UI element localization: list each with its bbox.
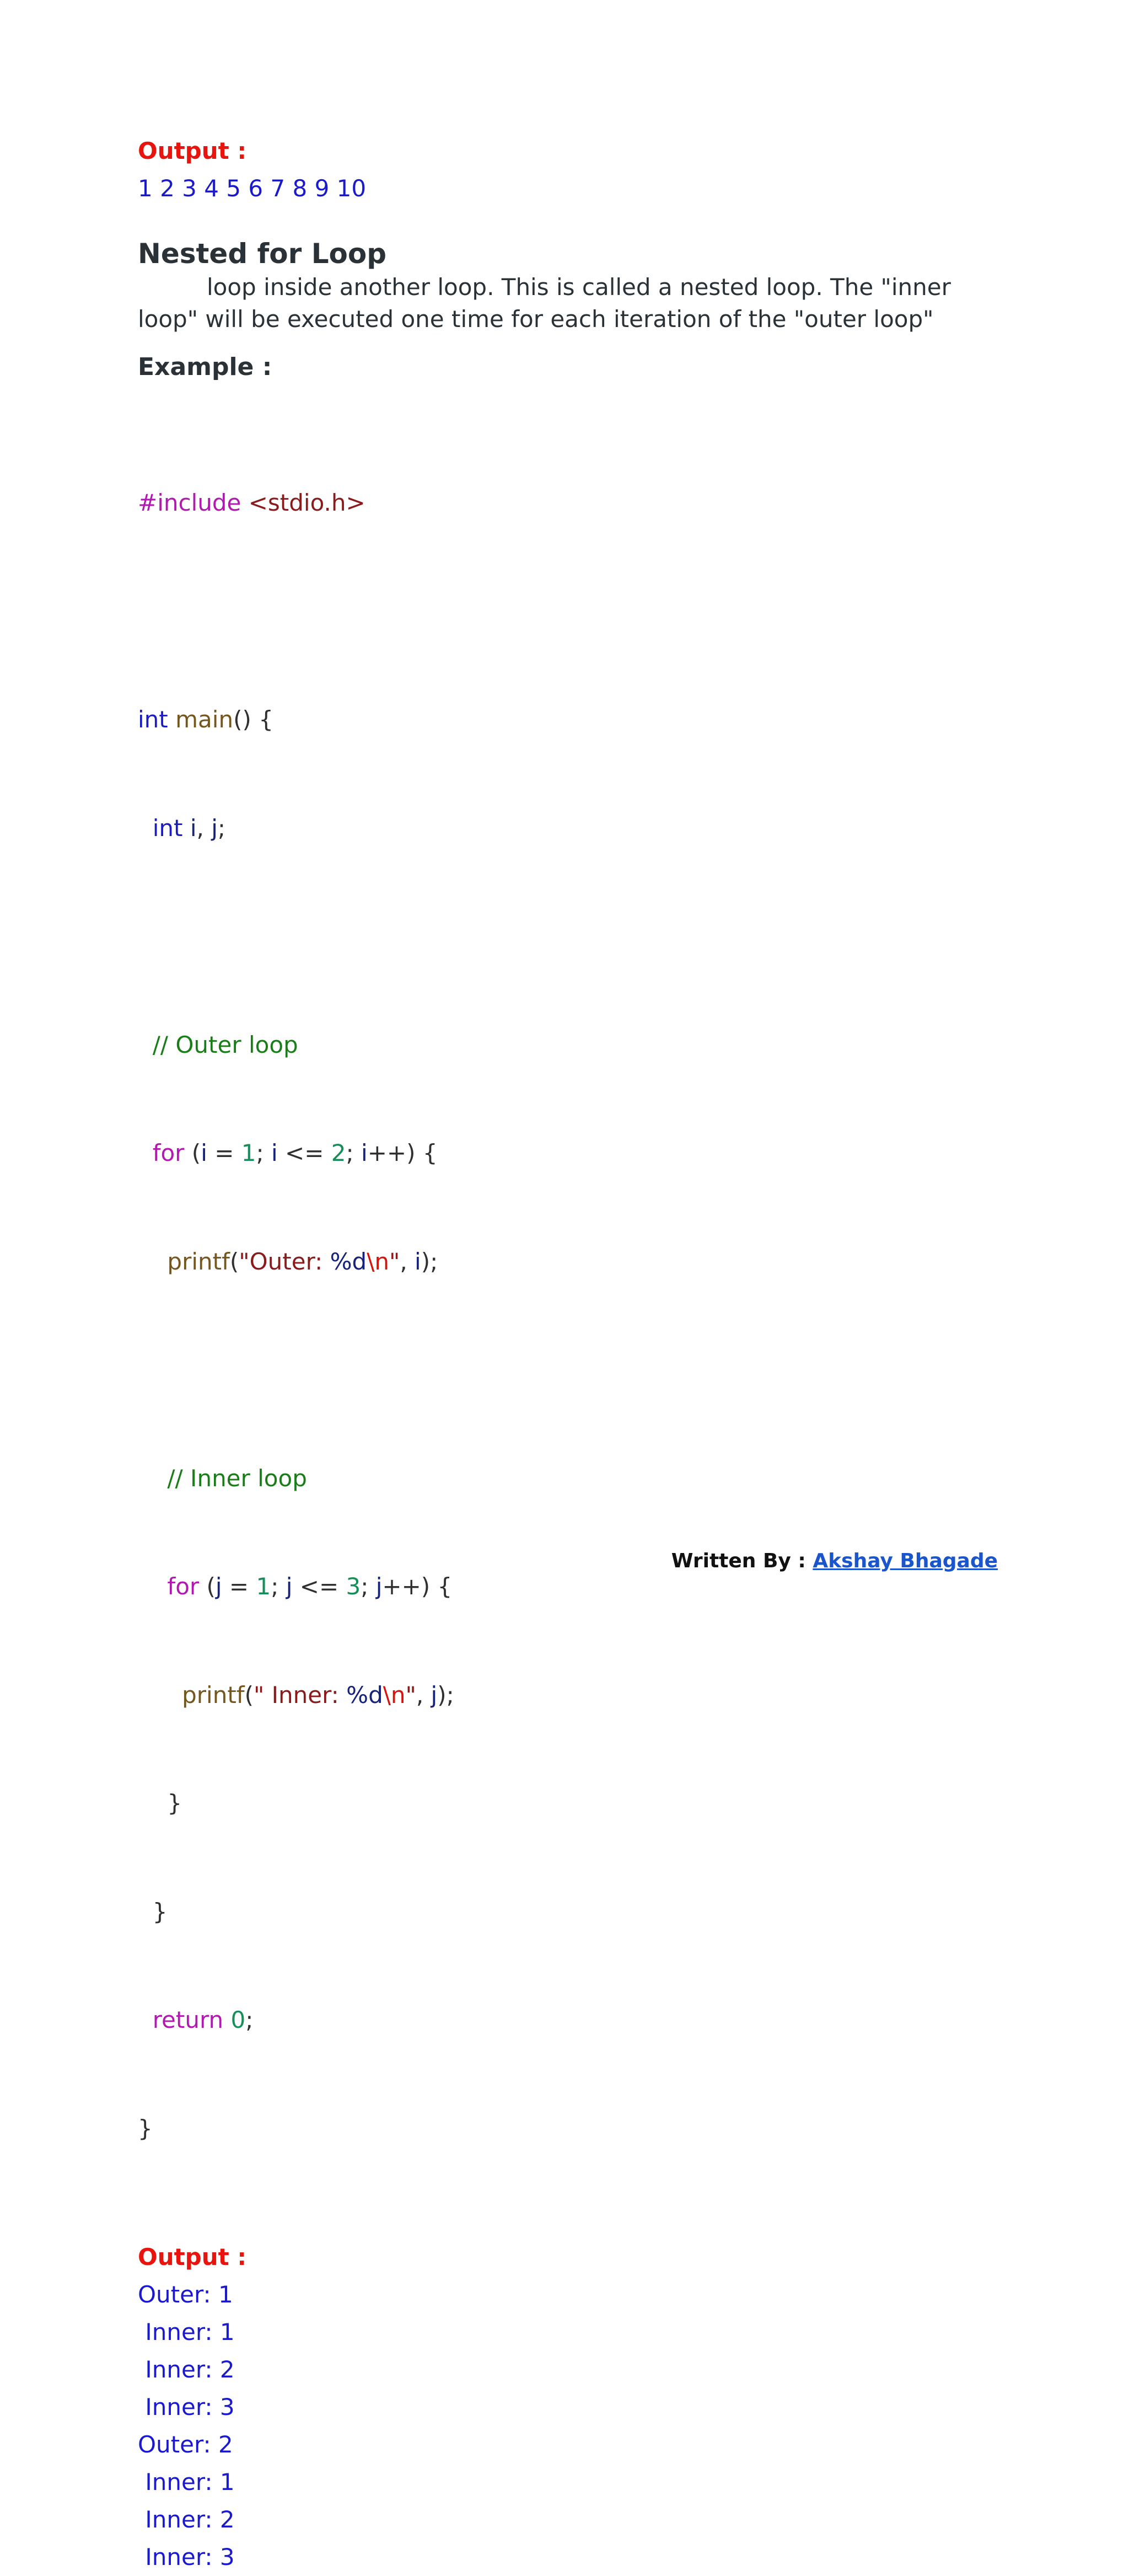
footer-credit bbox=[671, 1550, 998, 1572]
code-line: // Outer loop bbox=[152, 1031, 298, 1058]
code-line: } bbox=[167, 1790, 182, 1817]
output-line: Inner: 3 bbox=[138, 2543, 235, 2570]
code-line: } bbox=[152, 1898, 168, 1925]
section-title: Nested for Loop bbox=[138, 238, 387, 270]
code-line bbox=[138, 918, 998, 955]
code-line: printf(" Inner: %d\n", j); bbox=[182, 1681, 454, 1709]
code-line bbox=[138, 1352, 998, 1388]
code-block bbox=[138, 413, 998, 2219]
output-text: 1 2 3 4 5 6 7 8 9 10 bbox=[138, 175, 367, 202]
code-line: for (j = 1; j <= 3; j++) { bbox=[167, 1573, 453, 1600]
code-line bbox=[138, 593, 998, 630]
code-line: return 0; bbox=[152, 2006, 254, 2033]
code-line: } bbox=[138, 2114, 153, 2142]
author-link[interactable]: Akshay Bhagade bbox=[813, 1550, 998, 1572]
code-line: #include <stdio.h> bbox=[138, 489, 365, 516]
output-label: Output : bbox=[138, 2243, 247, 2270]
code-line: // Inner loop bbox=[167, 1464, 307, 1492]
code-line: printf("Outer: %d\n", i); bbox=[167, 1247, 438, 1275]
output-line: Outer: 1 bbox=[138, 2281, 233, 2308]
example-title: Example : bbox=[138, 353, 272, 381]
output-line: Inner: 1 bbox=[138, 2318, 235, 2345]
document-page bbox=[138, 132, 998, 2576]
output-lines bbox=[138, 2276, 998, 2576]
output-line: Inner: 2 bbox=[138, 2506, 235, 2533]
output-line: Inner: 3 bbox=[138, 2393, 235, 2420]
output-line: Inner: 1 bbox=[138, 2468, 235, 2495]
code-line: int i, j; bbox=[152, 814, 226, 842]
output-line: Inner: 2 bbox=[138, 2356, 235, 2383]
output-line: Outer: 2 bbox=[138, 2431, 233, 2458]
output-label: Output : bbox=[138, 137, 247, 164]
footer-prefix: Written By : bbox=[671, 1550, 813, 1572]
section-description: loop inside another loop. This is called a nested loop. The "inner loop" will be executed one time for each iteration of the "outer loop" bbox=[138, 274, 951, 333]
code-line: int main() { bbox=[138, 706, 273, 733]
code-line: for (i = 1; i <= 2; i++) { bbox=[152, 1139, 438, 1166]
